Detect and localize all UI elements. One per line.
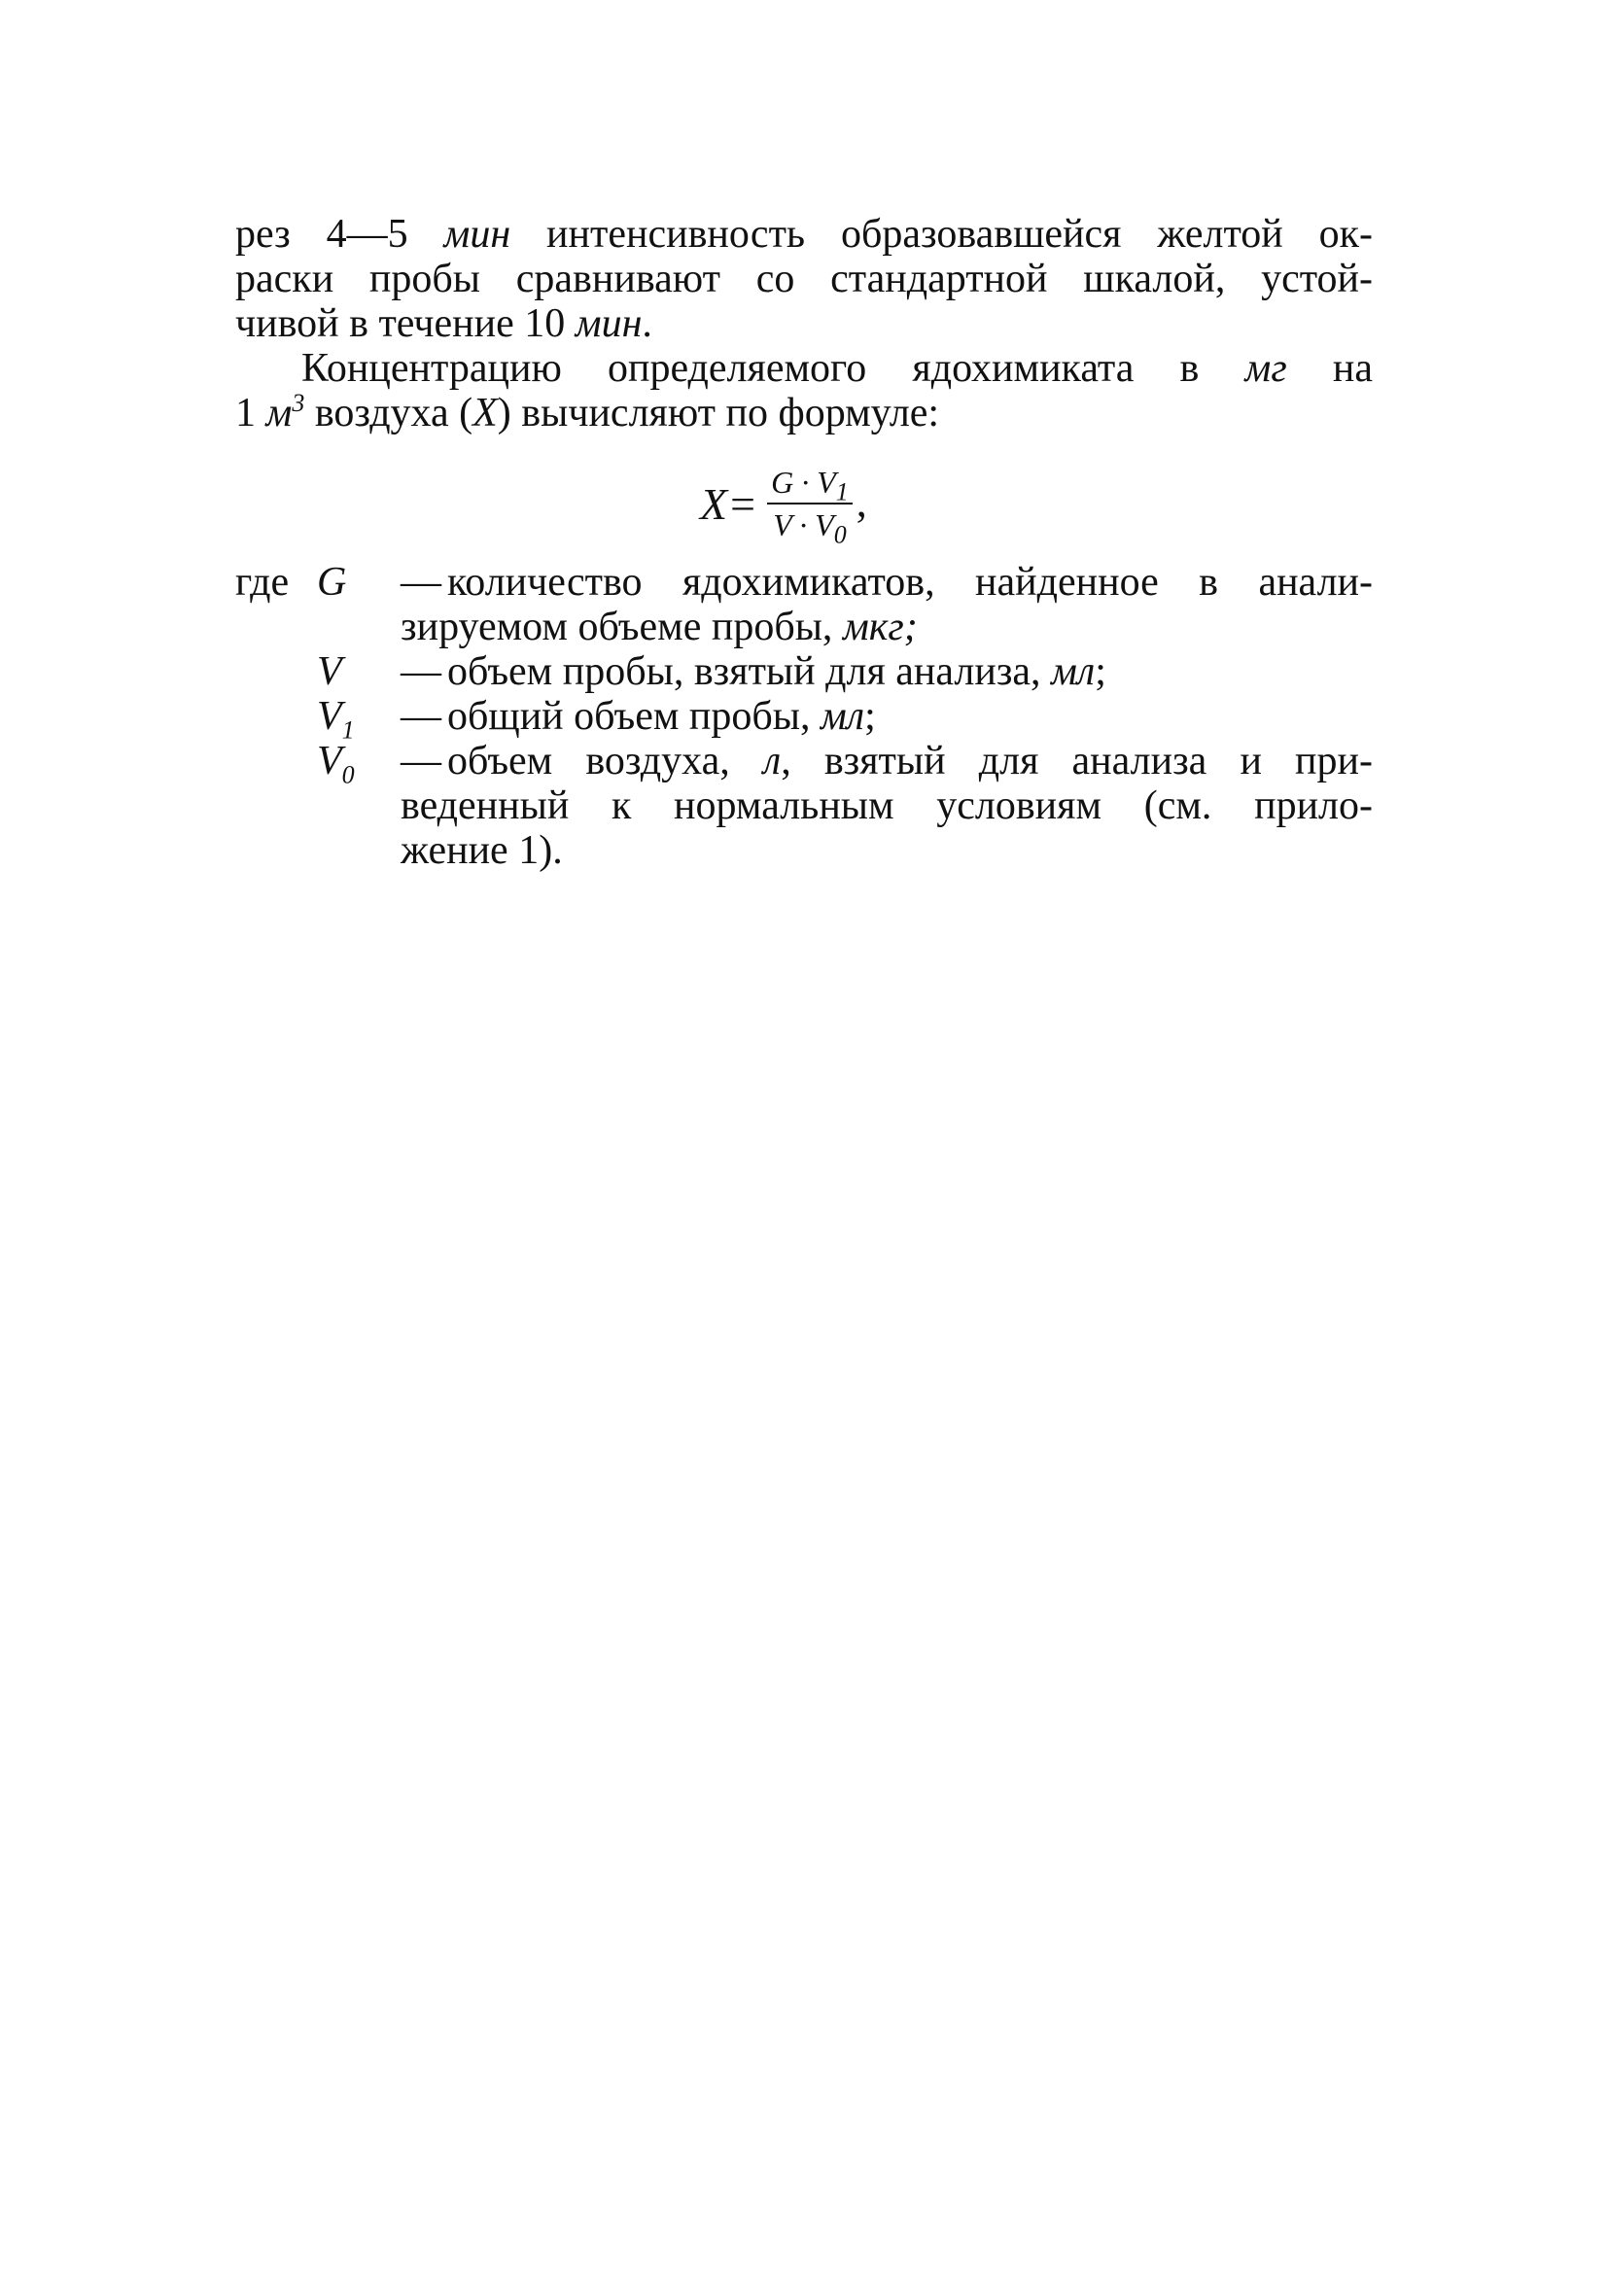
definition-v [235, 649, 1373, 694]
paragraph-1-line-2: раски пробы сравнивают со стандартной шкалой, устой- [235, 257, 1373, 301]
formula-comma: , [856, 478, 867, 526]
definition-v0 [235, 739, 1373, 873]
unit-m3: $м^3$ [265, 389, 305, 435]
definition-text: — объем пробы, взятый для анализа, мл; [401, 649, 1106, 694]
unit-mkg: мкг; [842, 605, 918, 649]
unit-ml: мл [1051, 649, 1096, 694]
formula-numerator: $G \cdot V_1$ [771, 465, 849, 506]
definition-v1 [235, 694, 1373, 745]
unit-ml: мл [821, 694, 865, 739]
definitions-lead: где [235, 560, 290, 605]
definition-symbol: V [317, 649, 342, 694]
paragraph-1-line-1: рез 4—5 мин интенсивность образовавшейся желтой ок- [235, 212, 1373, 257]
unit-min: мин [443, 212, 511, 257]
paragraph-1 [235, 212, 1373, 346]
formula [700, 455, 867, 552]
definition-text: — общий объем пробы, мл; [401, 694, 876, 739]
unit-min: мин [575, 301, 643, 346]
formula-lhs: X= [700, 478, 758, 529]
body-text [235, 212, 1373, 435]
paragraph-2 [235, 346, 1373, 435]
unit-mg: мг [1244, 346, 1287, 391]
formula-fraction [765, 464, 855, 549]
variable-x: X [472, 391, 498, 435]
paragraph-2-line-2: 1 $м^3$ воздуха (X) вычисляют по формуле: [235, 389, 940, 435]
paragraph-1-line-3: чивой в течение 10 мин. [235, 301, 652, 346]
unit-l: л [762, 739, 782, 783]
definition-symbol: $V_1$ [317, 694, 355, 745]
definitions-list [235, 560, 1373, 873]
definition-text: — количество ядохимикатов, найденное в анали- зируемом объеме пробы, мкг; [401, 560, 1373, 649]
definition-g [235, 560, 1373, 649]
formula-denominator: $V \cdot V_0$ [767, 503, 853, 543]
definition-symbol: G [317, 560, 347, 605]
definition-symbol: $V_0$ [317, 739, 355, 789]
definition-text: — объем воздуха, л, взятый для анализа и при- веденный к нормальным условиям (см. прило- жение 1). [401, 739, 1373, 873]
paragraph-2-line-1: Концентрацию определяемого ядохимиката в мг на [301, 346, 1374, 391]
